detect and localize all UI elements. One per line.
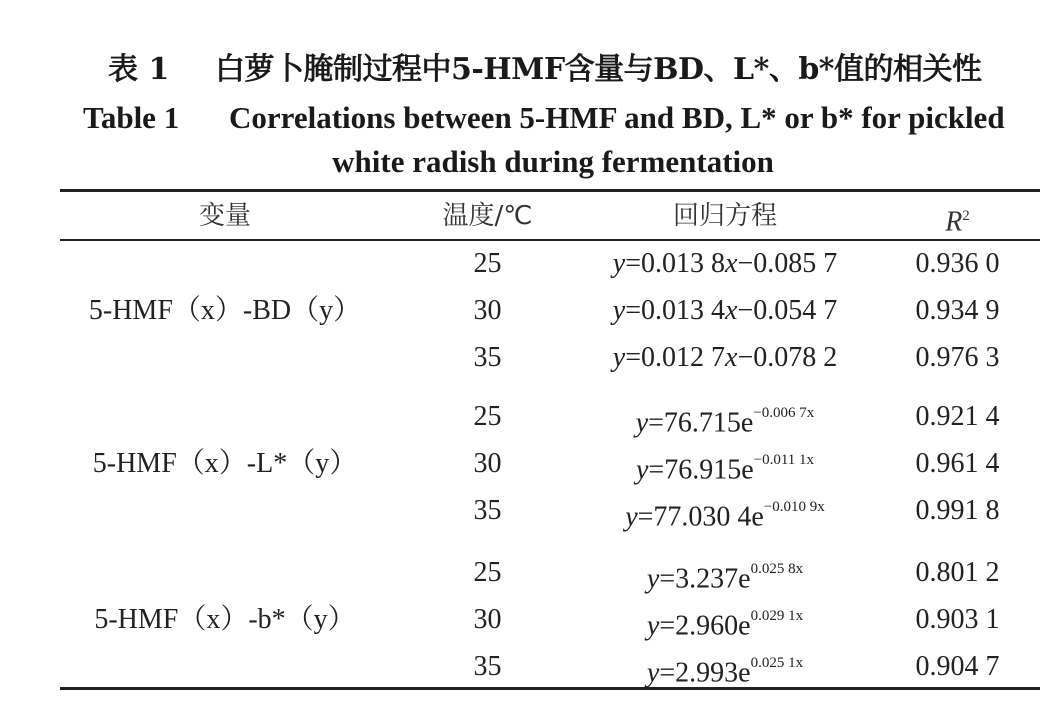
equation-y-var: y [635,407,649,439]
caption-en-label: Table 1 [83,100,180,135]
caption-zh-label: 表 1 [108,52,170,87]
row-temperature: 30 [473,604,502,635]
equation-y-var: y [612,295,626,326]
caption-zh [0,50,1064,90]
equation-main: =3.237e [659,563,751,595]
equation-y-var: y [612,248,626,279]
row-temperature: 35 [473,342,502,373]
equation-y-var: y [625,501,638,533]
row-r2: 0.961 4 [915,448,1000,479]
row-temperature: 25 [473,248,502,279]
row-temperature: 35 [473,651,502,682]
equation-main: =0.013 4 [625,295,725,326]
row-r2: 0.921 4 [915,401,1000,432]
row-equation [560,338,890,378]
row-variable: 5-HMF（x）-BD（y） [88,295,362,326]
header-temperature: 温度/℃ [442,201,533,231]
row-equation [560,291,890,331]
row-temperature: 25 [473,401,502,432]
row-r2: 0.976 3 [915,342,1000,373]
equation-x-var: x [725,342,738,373]
equation-y-var: y [635,454,649,486]
row-equation [560,647,890,687]
header-r2-exp: 2 [962,208,970,224]
row-equation [560,600,890,640]
header-r2 [875,196,1040,236]
row-r2: 0.904 7 [915,651,1000,682]
equation-main: =0.013 8 [625,248,725,279]
equation-exponent: 0.025 8x [750,561,804,577]
row-equation [560,397,890,437]
equation-y-var: y [646,563,660,595]
equation-y-var: y [646,610,660,642]
row-r2: 0.936 0 [915,248,1000,279]
row-temperature: 25 [473,557,502,588]
equation-main: =77.030 4e [637,501,764,533]
equation-exponent: −0.006 7x [753,405,815,421]
equation-exponent: −0.010 9x [763,499,825,515]
row-equation [560,491,890,531]
row-variable: 5-HMF（x）-b*（y） [94,604,356,635]
header-r2-base: R [945,206,963,238]
equation-y-var: y [612,342,626,373]
row-r2: 0.801 2 [915,557,1000,588]
equation-main: =76.915e [648,454,754,486]
row-variable: 5-HMF（x）-L*（y） [92,448,358,479]
equation-constant: −0.078 2 [737,342,838,373]
row-temperature: 30 [473,448,502,479]
equation-exponent: 0.025 1x [750,655,804,671]
equation-exponent: −0.011 1x [753,452,815,468]
caption-en-text-line2: white radish during fermentation [332,144,774,179]
row-temperature: 30 [473,295,502,326]
equation-constant: −0.054 7 [737,295,838,326]
caption-zh-text: 白萝卜腌制过程中5-HMF含量与BD、L*、b*值的相关性 [215,52,982,87]
row-r2: 0.903 1 [915,604,1000,635]
equation-x-var: x [725,295,738,326]
equation-main: =0.012 7 [625,342,725,373]
row-equation [560,553,890,593]
equation-main: =2.960e [659,610,751,642]
row-temperature: 35 [473,495,502,526]
equation-x-var: x [725,248,738,279]
row-equation [560,244,890,284]
table-header-rule [60,239,1040,241]
table-top-rule [60,189,1040,192]
equation-main: =2.993e [659,657,751,689]
equation-constant: −0.085 7 [737,248,838,279]
caption-en-text-line1: Correlations between 5-HMF and BD, L* or b* for pickled [229,100,1005,135]
equation-y-var: y [646,657,660,689]
row-r2: 0.934 9 [915,295,1000,326]
equation-exponent: 0.029 1x [750,608,804,624]
header-variable: 变量 [198,201,251,231]
row-r2: 0.991 8 [915,495,1000,526]
header-equation: 回归方程 [672,201,777,231]
table-bottom-rule [60,687,1040,690]
equation-main: =76.715e [648,407,754,439]
row-equation [560,444,890,484]
